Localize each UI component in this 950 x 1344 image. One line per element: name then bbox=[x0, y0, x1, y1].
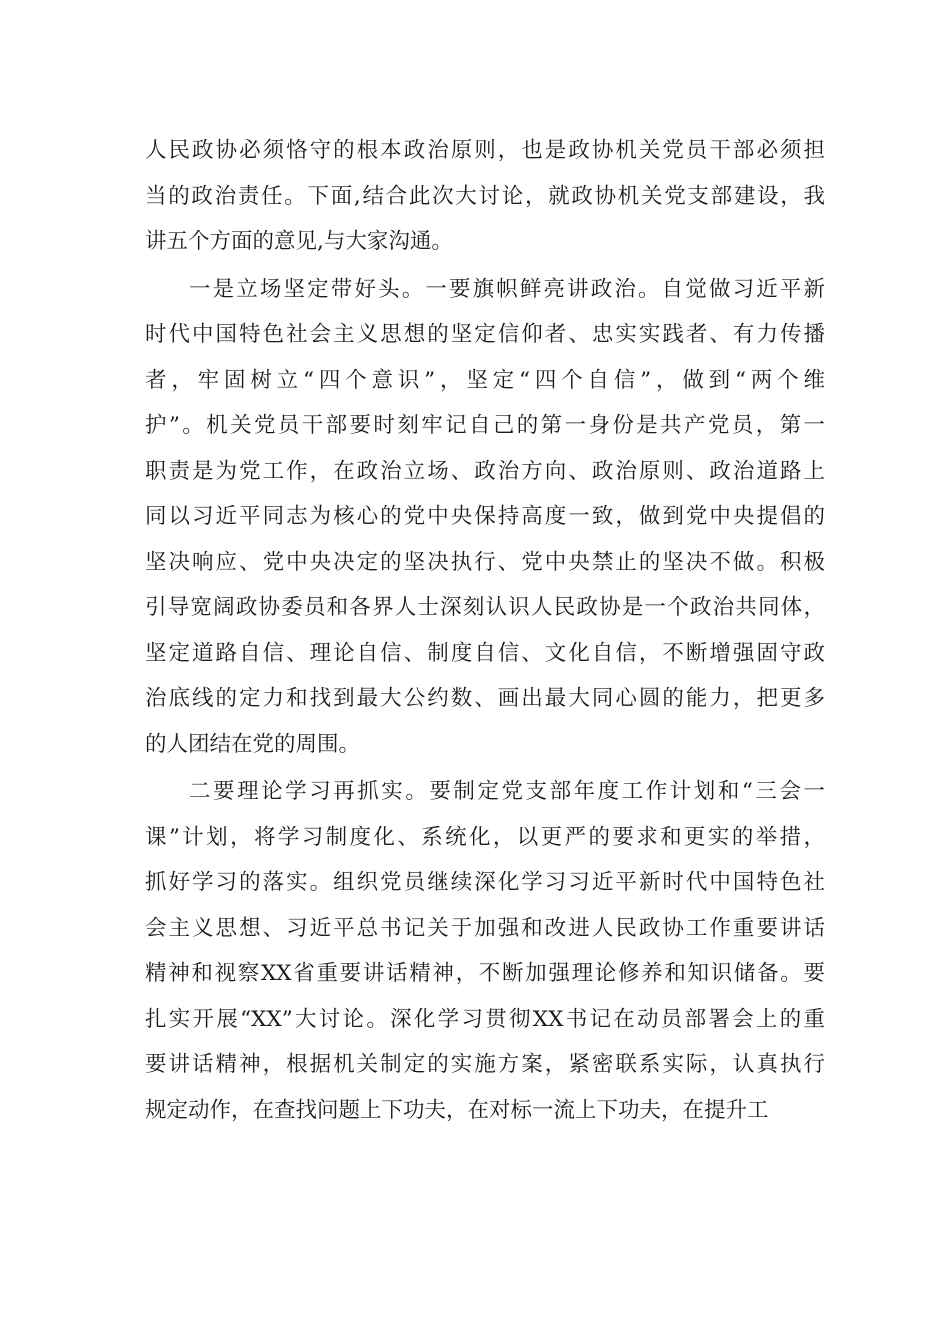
paragraph-1 bbox=[145, 128, 825, 265]
paragraph-line: 扎实开展“XX”大讨论。深化学习贯彻XX书记在动员部署会上的重 bbox=[145, 1006, 825, 1032]
paragraph-line: 课”计划，将学习制度化、系统化，以更严的要求和更实的举措， bbox=[145, 824, 825, 850]
paragraph-line: 要讲话精神，根据机关制定的实施方案，紧密联系实际，认真执行 bbox=[145, 1052, 825, 1077]
paragraph-2 bbox=[145, 267, 825, 768]
paragraph-line: 规定动作，在查找问题上下功夫，在对标一流上下功夫，在提升工 bbox=[145, 1097, 769, 1123]
paragraph-line: 人民政协必须恪守的根本政治原则，也是政协机关党员干部必须担 bbox=[145, 138, 825, 163]
paragraph-3 bbox=[145, 769, 825, 1133]
paragraph-line: 时代中国特色社会主义思想的坚定信仰者、忠实实践者、有力传播 bbox=[145, 322, 825, 347]
paragraph-line: 精神和视察XX省重要讲话精神，不断加强理论修养和知识储备。要 bbox=[145, 961, 825, 986]
paragraph-line: 治底线的定力和找到最大公约数、画出最大同心圆的能力，把更多 bbox=[145, 686, 825, 711]
document-body bbox=[145, 128, 825, 1133]
paragraph-line: 职责是为党工作，在政治立场、政治方向、政治原则、政治道路上 bbox=[145, 458, 825, 484]
paragraph-line: 抓好学习的落实。组织党员继续深化学习习近平新时代中国特色社 bbox=[145, 870, 825, 895]
paragraph-line: 当的政治责任。下面,结合此次大讨论，就政协机关党支部建设，我 bbox=[145, 183, 825, 209]
paragraph-line: 的人团结在党的周围。 bbox=[145, 731, 361, 757]
paragraph-line: 一是立场坚定带好头。一要旗帜鲜亮讲政治。自觉做习近平新 bbox=[189, 276, 825, 302]
paragraph-line: 同以习近平同志为核心的党中央保持高度一致，做到党中央提倡的 bbox=[145, 504, 825, 529]
paragraph-line: 者，牢固树立“四个意识”，坚定“四个自信”，做到“两个维 bbox=[145, 367, 825, 393]
paragraph-line: 坚定道路自信、理论自信、制度自信、文化自信，不断增强固守政 bbox=[145, 640, 825, 666]
paragraph-line: 讲五个方面的意见,与大家沟通。 bbox=[145, 229, 453, 254]
paragraph-line: 二要理论学习再抓实。要制定党支部年度工作计划和“三会一 bbox=[189, 779, 825, 804]
paragraph-line: 坚决响应、党中央决定的坚决执行、党中央禁止的坚决不做。积极 bbox=[145, 549, 825, 575]
paragraph-line: 护”。机关党员干部要时刻牢记自己的第一身份是共产党员，第一 bbox=[145, 413, 825, 438]
paragraph-line: 引导宽阔政协委员和各界人士深刻认识人民政协是一个政治共同体， bbox=[145, 595, 825, 620]
paragraph-line: 会主义思想、习近平总书记关于加强和改进人民政协工作重要讲话 bbox=[145, 915, 825, 941]
